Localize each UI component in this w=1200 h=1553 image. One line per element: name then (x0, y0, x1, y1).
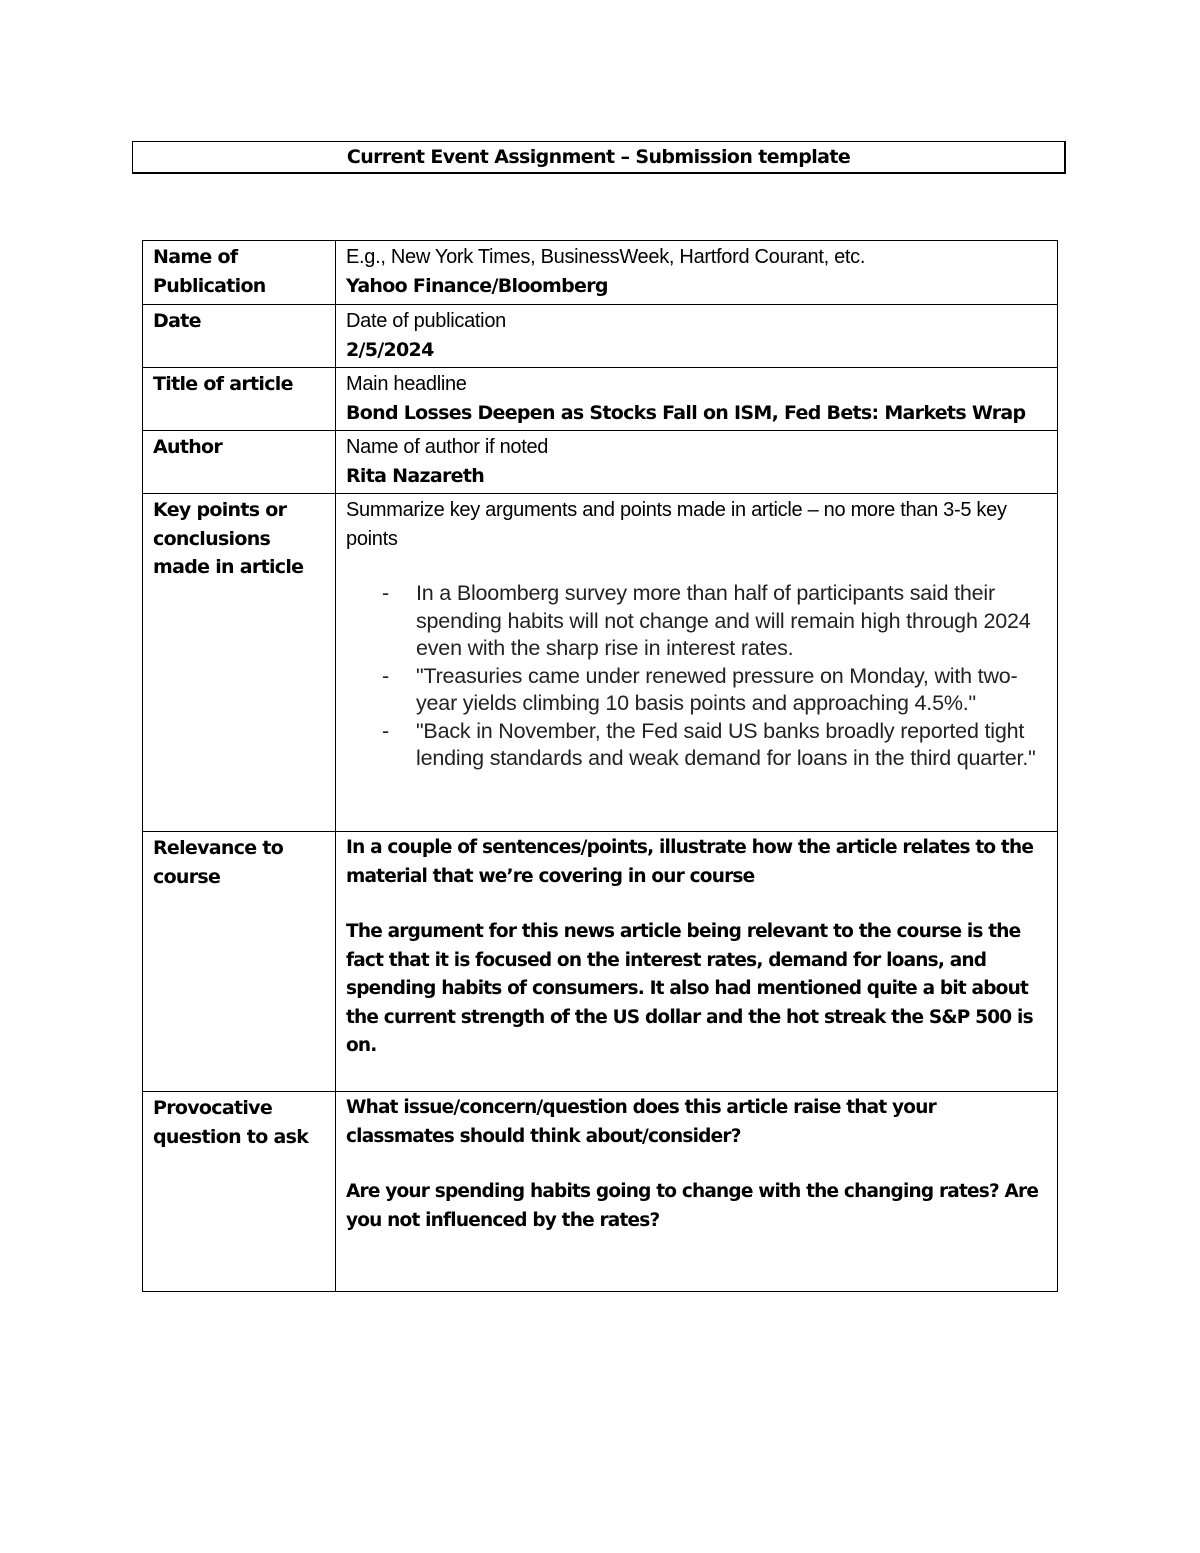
row-label-key-points: Key points or conclusions made in article (143, 494, 336, 832)
relevance-prompt: In a couple of sentences/points, illustrate how the article relates to the material that we’re covering in our course (346, 837, 1034, 887)
table-row-question (143, 1092, 1058, 1292)
row-content-key-points (336, 494, 1058, 832)
row-content-question (336, 1092, 1058, 1292)
row-label-publication: Name of Publication (143, 241, 336, 305)
row-label-relevance: Relevance to course (143, 832, 336, 1092)
list-item (346, 718, 1047, 773)
author-prompt: Name of author if noted (346, 436, 549, 458)
row-content-date (336, 305, 1058, 368)
publication-prompt: E.g., New York Times, BusinessWeek, Hartford Courant, etc. (346, 246, 866, 268)
table-row-publication (143, 241, 1058, 305)
key-point-text: "Treasuries came under renewed pressure on Monday, with two-year yields climbing 10 basis points and approaching 4.5%." (416, 663, 1018, 715)
row-content-publication (336, 241, 1058, 305)
title-prompt: Main headline (346, 373, 467, 395)
table-row-title (143, 368, 1058, 431)
list-item (346, 580, 1047, 663)
key-points-prompt: Summarize key arguments and points made in article – no more than 3-5 key points (346, 499, 1007, 550)
submission-table (142, 240, 1058, 1292)
table-row-author (143, 431, 1058, 494)
table-row-relevance (143, 832, 1058, 1092)
title-answer: Bond Losses Deepen as Stocks Fall on ISM, Fed Bets: Markets Wrap (346, 401, 1026, 424)
document-title: Current Event Assignment – Submission template (132, 141, 1066, 174)
row-content-relevance (336, 832, 1058, 1092)
row-label-date: Date (143, 305, 336, 368)
bullet-dash: - (382, 718, 389, 743)
relevance-answer: The argument for this news article being relevant to the course is the fact that it is focused on the interest rates, demand for loans, and spending habits of consumers. It also had mentioned quite a bit about the current strength of the US dollar and the hot streak the S&P 500 is on. (346, 921, 1033, 1056)
question-prompt: What issue/concern/question does this article raise that your classmates should think about/consider? (346, 1097, 936, 1147)
key-point-text: "Back in November, the Fed said US banks broadly reported tight lending standards and weak demand for loans in the third quarter." (416, 718, 1036, 770)
publication-answer: Yahoo Finance/Bloomberg (346, 274, 608, 297)
row-content-title (336, 368, 1058, 431)
author-answer: Rita Nazareth (346, 464, 485, 487)
table-row-key-points (143, 494, 1058, 832)
row-label-title: Title of article (143, 368, 336, 431)
key-point-text: In a Bloomberg survey more than half of participants said their spending habits will not change and will remain high through 2024 even with the sharp rise in interest rates. (416, 581, 1031, 660)
date-answer: 2/5/2024 (346, 338, 434, 361)
table-row-date (143, 305, 1058, 368)
row-content-author (336, 431, 1058, 494)
key-points-list (346, 580, 1047, 773)
question-answer: Are your spending habits going to change with the changing rates? Are you not influenced by the rates? (346, 1181, 1039, 1231)
date-prompt: Date of publication (346, 310, 506, 332)
row-label-question: Provocative question to ask (143, 1092, 336, 1292)
row-label-author: Author (143, 431, 336, 494)
bullet-dash: - (382, 663, 389, 688)
bullet-dash: - (382, 581, 389, 605)
list-item (346, 663, 1047, 718)
